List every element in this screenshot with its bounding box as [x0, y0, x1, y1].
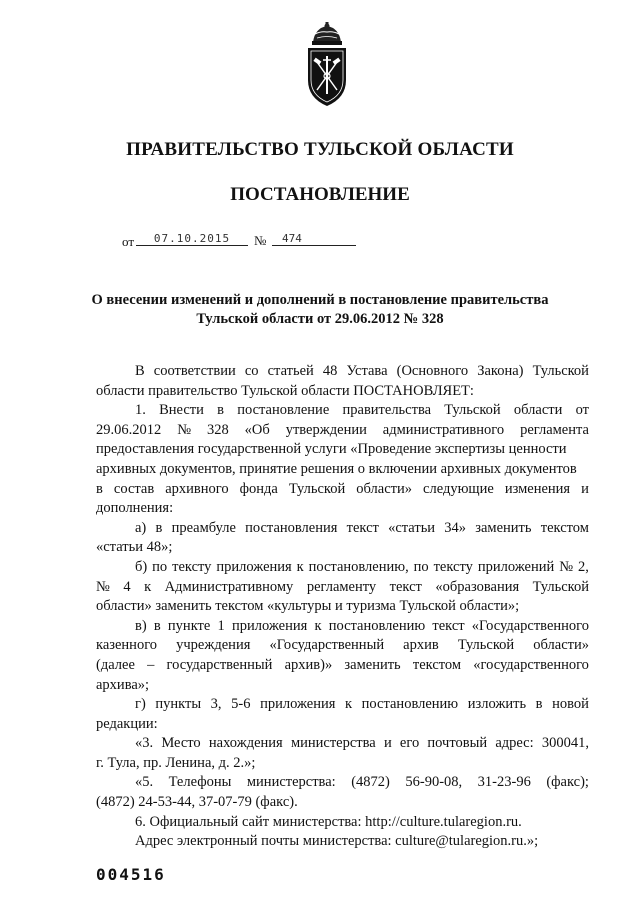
body-line: области» заменить текстом «культуры и туризма Тульской области»; — [96, 598, 520, 615]
body-line: 29.06.2012 № 328 «Об утверждении административного регламента — [96, 421, 589, 438]
body-line: в) в пункте 1 приложения к постановлению текст «Государственного — [135, 617, 589, 634]
body-line: казенного учреждения «Государственный архив Тульской области» — [96, 637, 589, 654]
body-line: архива»; — [96, 676, 150, 693]
subject-line: О внесении изменений и дополнений в постановление правительства — [91, 292, 549, 308]
body-line: (далее – государственный архив)» заменить текстом «государственного — [96, 656, 589, 673]
coat-of-arms-icon — [301, 22, 353, 108]
serial-number: 004516 — [96, 865, 166, 884]
body-line: дополнения: — [96, 500, 174, 517]
date-label: от — [122, 234, 135, 249]
body-line: области правительство Тульской области ПОСТАНОВЛЯЕТ: — [96, 382, 474, 399]
date-number-line — [122, 232, 382, 250]
body-line: г) пункты 3, 5-6 приложения к постановлению изложить в новой — [135, 696, 589, 713]
document-number: 474 — [272, 232, 356, 246]
body-line: предоставления государственной услуги «Проведение экспертизы ценности — [96, 441, 567, 458]
body-line: № 4 к Административному регламенту текст «образования Тульской — [96, 578, 589, 595]
subject-line: Тульской области от 29.06.2012 № 328 — [196, 311, 444, 327]
body-line: г. Тула, пр. Ленина, д. 2.»; — [96, 754, 256, 771]
body-line: а) в преамбуле постановления текст «статьи 34» заменить текстом — [135, 519, 589, 536]
document-subject — [0, 291, 640, 329]
number-label: № — [254, 233, 267, 248]
body-line: 1. Внести в постановление правительства Тульской области от — [135, 402, 589, 419]
body-line: Адрес электронный почты министерства: culture@tularegion.ru.»; — [135, 833, 539, 850]
body-line: «статьи 48»; — [96, 539, 173, 556]
document-date: 07.10.2015 — [136, 232, 248, 246]
document-body — [96, 362, 589, 852]
body-line: «3. Место нахождения министерства и его почтовый адрес: 300041, — [135, 735, 589, 752]
body-line: архивных документов, принятие решения о включении архивных документов — [96, 460, 577, 477]
body-line: В соответствии со статьей 48 Устава (Основного Закона) Тульской — [135, 363, 589, 379]
body-line: (4872) 24-53-44, 37-07-79 (факс). — [96, 794, 298, 811]
body-line: редакции: — [96, 715, 158, 732]
body-line: «5. Телефоны министерства: (4872) 56-90-08, 31-23-96 (факс); — [135, 774, 589, 791]
body-line: б) по тексту приложения к постановлению, по тексту приложений № 2, — [135, 558, 589, 575]
government-title: ПРАВИТЕЛЬСТВО ТУЛЬСКОЙ ОБЛАСТИ — [126, 139, 514, 160]
document-type: ПОСТАНОВЛЕНИЕ — [230, 184, 410, 205]
body-line: в состав архивного фонда Тульской области» следующие изменения и — [96, 480, 589, 497]
body-line: 6. Официальный сайт министерства: http://culture.tularegion.ru. — [135, 813, 522, 830]
